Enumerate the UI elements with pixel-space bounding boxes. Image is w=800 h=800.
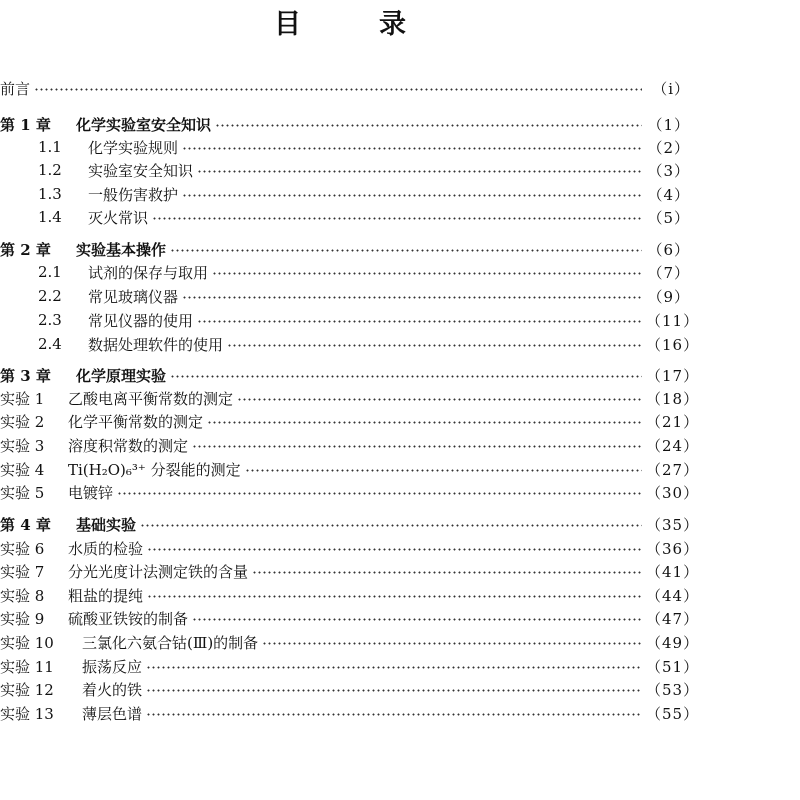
toc-entry-number: 2.4 xyxy=(38,335,62,353)
toc-entry-number: 2.1 xyxy=(38,263,62,281)
toc-entry-page: （21） xyxy=(646,412,700,431)
toc-entry-label xyxy=(0,262,208,283)
toc-entry-label xyxy=(0,137,178,158)
dot-leader xyxy=(192,445,642,448)
toc-entry-number: 实验 5 xyxy=(0,483,45,502)
toc-entry[interactable] xyxy=(0,433,700,457)
toc-entry-title: 实验室安全知识 xyxy=(88,161,194,180)
toc-entry-title: Ti(H₂O)₆³⁺ 分裂能的测定 xyxy=(68,460,241,479)
toc-entry-page: （24） xyxy=(646,436,700,455)
toc-entry-label xyxy=(0,561,248,582)
toc-entry-label xyxy=(0,207,148,228)
toc-entry[interactable] xyxy=(0,158,690,182)
toc-entry-title: 试剂的保存与取用 xyxy=(88,263,209,282)
toc-entry-page: （30） xyxy=(646,483,700,502)
toc-entry-page: （2） xyxy=(647,138,690,157)
toc-entry-page: （9） xyxy=(647,287,690,306)
toc-entry-page: （18） xyxy=(646,389,700,408)
toc-entry-title: 溶度积常数的测定 xyxy=(68,436,189,455)
dot-leader xyxy=(245,469,642,472)
toc-entry-page: （47） xyxy=(646,609,700,628)
toc-entry-label xyxy=(0,656,142,677)
toc-entry[interactable] xyxy=(0,260,690,284)
dot-leader xyxy=(192,618,642,621)
toc-entry-label xyxy=(0,435,188,456)
toc-entry[interactable] xyxy=(0,386,700,410)
dot-leader xyxy=(207,421,642,424)
toc-entry-number: 实验 7 xyxy=(0,562,45,581)
dot-leader xyxy=(117,492,642,495)
toc-entry[interactable] xyxy=(0,205,690,229)
dot-leader xyxy=(147,595,642,598)
toc-entry-number: 第 1 章 xyxy=(0,115,51,134)
toc-entry-label xyxy=(0,459,241,480)
toc-entry-page: （27） xyxy=(646,460,700,479)
toc-entry-label xyxy=(0,514,136,535)
toc-entry-page: （55） xyxy=(646,704,700,723)
title-char-1: 目 xyxy=(274,9,301,40)
toc-entry-title: 分光光度计法测定铁的含量 xyxy=(68,562,249,581)
toc-entry-label xyxy=(0,239,166,260)
toc-entry-title: 水质的检验 xyxy=(68,539,144,558)
toc-entry-page: （51） xyxy=(646,657,700,676)
toc-entry-label xyxy=(0,310,193,331)
toc-entry[interactable] xyxy=(0,559,700,583)
toc-entry-page: （36） xyxy=(646,539,700,558)
toc-entry[interactable] xyxy=(0,583,700,607)
toc-entry-label xyxy=(0,411,203,432)
dot-leader xyxy=(252,571,642,574)
toc-entry-title: 灭火常识 xyxy=(88,208,149,227)
toc-entry-title: 基础实验 xyxy=(76,515,137,534)
toc-entry-title: 一般伤害救护 xyxy=(88,185,179,204)
toc-entry-number: 第 2 章 xyxy=(0,240,51,259)
toc-entry-number: 实验 4 xyxy=(0,460,45,479)
toc-entry-number: 第 4 章 xyxy=(0,515,51,534)
toc-entry-page: （3） xyxy=(647,161,690,180)
dot-leader xyxy=(237,398,642,401)
dot-leader xyxy=(182,194,642,197)
toc-entry-number: 2.2 xyxy=(38,287,62,305)
toc-entry-number: 1.3 xyxy=(38,185,62,203)
page-title xyxy=(0,2,800,42)
toc-entry-number: 1.2 xyxy=(38,161,62,179)
toc-entry-label xyxy=(0,114,211,135)
toc-entry-title: 数据处理软件的使用 xyxy=(88,335,224,354)
toc-entry-label xyxy=(0,184,178,205)
toc-entry[interactable] xyxy=(0,308,700,332)
toc-entry-number: 实验 9 xyxy=(0,609,45,628)
toc-entry-number: 实验 1 xyxy=(0,389,45,408)
toc-entry-title: 电镀锌 xyxy=(68,483,114,502)
dot-leader xyxy=(140,524,642,527)
toc-entry-label xyxy=(0,160,193,181)
toc-entry-number: 1.4 xyxy=(38,208,62,226)
toc-entry-label xyxy=(0,538,143,559)
dot-leader xyxy=(170,375,642,378)
toc-entry-label xyxy=(0,585,143,606)
toc-entry[interactable] xyxy=(0,606,700,630)
dot-leader xyxy=(34,88,642,91)
toc-entry-page: （1） xyxy=(647,115,690,134)
dot-leader xyxy=(147,548,642,551)
toc-entry[interactable] xyxy=(0,409,700,433)
toc-entry-page: （16） xyxy=(646,335,700,354)
toc-entry-number: 实验 6 xyxy=(0,539,45,558)
toc-entry-label xyxy=(0,334,223,355)
toc-entry-title: 硫酸亚铁铵的制备 xyxy=(68,609,189,628)
toc-entry-title: 粗盐的提纯 xyxy=(68,586,144,605)
toc-entry-page: （35） xyxy=(646,515,700,534)
dot-leader xyxy=(197,320,642,323)
toc-entry[interactable] xyxy=(0,457,700,481)
dot-leader xyxy=(212,272,642,275)
toc-entry-title: 前言 xyxy=(0,79,31,98)
toc-entry-title: 化学实验规则 xyxy=(88,138,179,157)
toc-entry-page: （17） xyxy=(646,366,700,385)
toc-entry[interactable] xyxy=(0,480,700,504)
toc-entry-label xyxy=(0,365,166,386)
toc-entry-label xyxy=(0,482,113,503)
dot-leader xyxy=(215,124,642,127)
toc-entry-number: 实验 2 xyxy=(0,412,45,431)
toc-entry-label xyxy=(0,632,258,653)
toc-entry-title: 三氯化六氨合钴(Ⅲ)的制备 xyxy=(82,633,259,652)
toc-entry-number: 实验 13 xyxy=(0,704,54,723)
toc-entry-title: 化学原理实验 xyxy=(76,366,167,385)
toc-entry[interactable] xyxy=(0,630,700,654)
toc-entry-number: 1.1 xyxy=(38,138,62,156)
toc-entry-page: （6） xyxy=(647,240,690,259)
toc-entry[interactable] xyxy=(0,76,690,100)
dot-leader xyxy=(146,689,642,692)
toc-entry-page: （49） xyxy=(646,633,700,652)
toc-entry-number: 实验 10 xyxy=(0,633,54,652)
toc-entry[interactable] xyxy=(0,135,690,159)
toc-entry[interactable] xyxy=(0,284,690,308)
toc-entry[interactable] xyxy=(0,237,690,261)
dot-leader xyxy=(152,217,642,220)
dot-leader xyxy=(146,666,642,669)
dot-leader xyxy=(227,344,642,347)
toc-entry[interactable] xyxy=(0,112,690,136)
toc-entry-label xyxy=(0,703,142,724)
toc-entry-title: 化学实验室安全知识 xyxy=(76,115,212,134)
toc-entry-number: 第 3 章 xyxy=(0,366,51,385)
toc-entry-label xyxy=(0,286,178,307)
toc-entry-label xyxy=(0,78,30,99)
toc-entry-title: 实验基本操作 xyxy=(76,240,167,259)
toc-entry-page: （41） xyxy=(646,562,700,581)
toc-entry[interactable] xyxy=(0,332,700,356)
toc-entry-page: （ⅰ） xyxy=(652,79,690,98)
dot-leader xyxy=(182,296,642,299)
toc-entry-title: 乙酸电离平衡常数的测定 xyxy=(68,389,234,408)
toc-entry-number: 实验 8 xyxy=(0,586,45,605)
toc-entry-page: （44） xyxy=(646,586,700,605)
toc-entry-page: （53） xyxy=(646,680,700,699)
dot-leader xyxy=(262,642,642,645)
toc-entry-number: 2.3 xyxy=(38,311,62,329)
toc-entry[interactable] xyxy=(0,701,700,725)
toc-entry-page: （5） xyxy=(647,208,690,227)
toc-entry-title: 薄层色谱 xyxy=(82,704,143,723)
toc-entry[interactable] xyxy=(0,654,700,678)
dot-leader xyxy=(197,170,642,173)
toc-entry[interactable] xyxy=(0,677,700,701)
toc-entry-title: 振荡反应 xyxy=(82,657,143,676)
toc-entry-label xyxy=(0,608,188,629)
dot-leader xyxy=(146,713,642,716)
toc-entry[interactable] xyxy=(0,512,700,536)
toc-entry-title: 常见玻璃仪器 xyxy=(88,287,179,306)
toc-entry[interactable] xyxy=(0,536,700,560)
toc-entry-page: （7） xyxy=(647,263,690,282)
toc-entry-number: 实验 11 xyxy=(0,657,54,676)
toc-entry-number: 实验 3 xyxy=(0,436,45,455)
toc-entry-label xyxy=(0,679,142,700)
toc-entry-title: 化学平衡常数的测定 xyxy=(68,412,204,431)
dot-leader xyxy=(182,147,642,150)
toc-entry-title: 常见仪器的使用 xyxy=(88,311,194,330)
dot-leader xyxy=(170,249,642,252)
toc-entry-label xyxy=(0,388,233,409)
toc-entry-page: （4） xyxy=(647,185,690,204)
toc-entry-page: （11） xyxy=(646,311,700,330)
toc-entry[interactable] xyxy=(0,182,690,206)
toc-entry[interactable] xyxy=(0,363,700,387)
title-char-2: 录 xyxy=(379,9,406,40)
toc-entry-title: 着火的铁 xyxy=(82,680,143,699)
toc-entry-number: 实验 12 xyxy=(0,680,54,699)
